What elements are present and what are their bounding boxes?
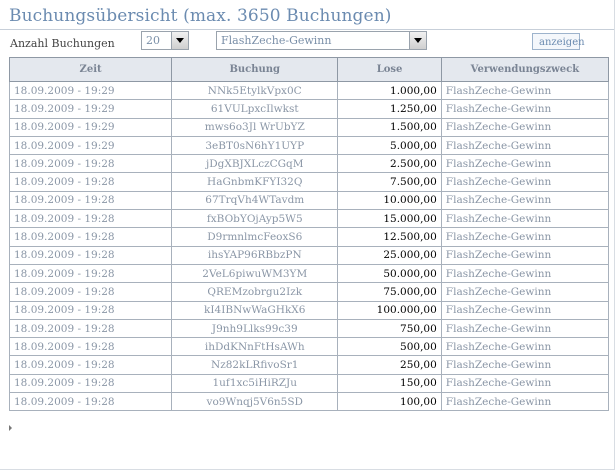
- verwendungszweck-cell: FlashZeche-Gewinn: [441, 374, 608, 392]
- lose-cell: 7.500,00: [338, 173, 441, 191]
- table-row: [10, 173, 609, 191]
- lose-cell: 250,00: [338, 356, 441, 374]
- buchung-cell: QREMzobrgu2Izk: [172, 283, 338, 301]
- verwendungszweck-cell: FlashZeche-Gewinn: [441, 319, 608, 337]
- verwendungszweck-cell: FlashZeche-Gewinn: [441, 82, 608, 100]
- buchung-cell: fxBObYOjAyp5W5: [172, 210, 338, 228]
- lose-cell: 1.250,00: [338, 100, 441, 118]
- table-row: [10, 82, 609, 100]
- buchung-cell: Nz82kLRfivoSr1: [172, 356, 338, 374]
- verwendungszweck-cell: FlashZeche-Gewinn: [441, 210, 608, 228]
- zeit-cell: 18.09.2009 - 19:28: [10, 264, 172, 282]
- verwendungszweck-cell: FlashZeche-Gewinn: [441, 100, 608, 118]
- table-header-row: [10, 58, 609, 82]
- buchung-cell: ihsYAP96RBbzPN: [172, 246, 338, 264]
- verwendungszweck-cell: FlashZeche-Gewinn: [441, 155, 608, 173]
- resize-handle-icon: [9, 425, 12, 431]
- zeit-cell: 18.09.2009 - 19:28: [10, 338, 172, 356]
- lose-cell: 15.000,00: [338, 210, 441, 228]
- chevron-down-icon[interactable]: [171, 32, 188, 49]
- verwendungszweck-cell: FlashZeche-Gewinn: [441, 191, 608, 209]
- table-row: [10, 301, 609, 319]
- buchung-cell: mws6o3Jl WrUbYZ: [172, 118, 338, 136]
- zeit-cell: 18.09.2009 - 19:28: [10, 173, 172, 191]
- table-row: [10, 191, 609, 209]
- table-row: [10, 264, 609, 282]
- table-row: [10, 374, 609, 392]
- type-select[interactable]: [216, 31, 427, 50]
- buchung-cell: J9nh9Llks99c39: [172, 319, 338, 337]
- zeit-cell: 18.09.2009 - 19:28: [10, 228, 172, 246]
- buchung-cell: kI4IBNwWaGHkX6: [172, 301, 338, 319]
- table-row: [10, 356, 609, 374]
- lose-cell: 100,00: [338, 393, 441, 411]
- count-label: Anzahl Buchungen: [10, 37, 115, 50]
- verwendungszweck-cell: FlashZeche-Gewinn: [441, 338, 608, 356]
- verwendungszweck-cell: FlashZeche-Gewinn: [441, 264, 608, 282]
- verwendungszweck-cell: FlashZeche-Gewinn: [441, 136, 608, 154]
- lose-cell: 12.500,00: [338, 228, 441, 246]
- zeit-cell: 18.09.2009 - 19:28: [10, 356, 172, 374]
- table-row: [10, 118, 609, 136]
- page-title: Buchungsübersicht (max. 3650 Buchungen): [9, 6, 392, 26]
- zeit-cell: 18.09.2009 - 19:28: [10, 246, 172, 264]
- column-header-zeit[interactable]: Zeit: [10, 58, 172, 82]
- zeit-cell: 18.09.2009 - 19:28: [10, 374, 172, 392]
- table-row: [10, 100, 609, 118]
- zeit-cell: 18.09.2009 - 19:28: [10, 393, 172, 411]
- lose-cell: 75.000,00: [338, 283, 441, 301]
- zeit-cell: 18.09.2009 - 19:29: [10, 136, 172, 154]
- title-divider: [0, 29, 614, 30]
- buchung-cell: 2VeL6piwuWM3YM: [172, 264, 338, 282]
- table-row: [10, 319, 609, 337]
- table-row: [10, 228, 609, 246]
- lose-cell: 50.000,00: [338, 264, 441, 282]
- verwendungszweck-cell: FlashZeche-Gewinn: [441, 356, 608, 374]
- verwendungszweck-cell: FlashZeche-Gewinn: [441, 228, 608, 246]
- table-row: [10, 338, 609, 356]
- verwendungszweck-cell: FlashZeche-Gewinn: [441, 283, 608, 301]
- buchung-cell: D9rmnlmcFeoxS6: [172, 228, 338, 246]
- buchung-cell: 67TrqVh4WTavdm: [172, 191, 338, 209]
- zeit-cell: 18.09.2009 - 19:28: [10, 301, 172, 319]
- lose-cell: 1.000,00: [338, 82, 441, 100]
- lose-cell: 100.000,00: [338, 301, 441, 319]
- verwendungszweck-cell: FlashZeche-Gewinn: [441, 118, 608, 136]
- buchung-cell: vo9Wnqj5V6n5SD: [172, 393, 338, 411]
- buchung-cell: NNk5EtylkVpx0C: [172, 82, 338, 100]
- buchung-cell: 3eBT0sN6hY1UYP: [172, 136, 338, 154]
- buchung-cell: 1uf1xc5iHiRZJu: [172, 374, 338, 392]
- buchung-cell: HaGnbmKFYI32Q: [172, 173, 338, 191]
- zeit-cell: 18.09.2009 - 19:28: [10, 283, 172, 301]
- buchung-cell: jDgXBJXLczCGqM: [172, 155, 338, 173]
- zeit-cell: 18.09.2009 - 19:28: [10, 210, 172, 228]
- buchung-cell: ihDdKNnFtHsAWh: [172, 338, 338, 356]
- show-button[interactable]: anzeigen: [532, 33, 580, 50]
- column-header-lose[interactable]: Lose: [338, 58, 441, 82]
- column-header-buchung[interactable]: Buchung: [172, 58, 338, 82]
- lose-cell: 750,00: [338, 319, 441, 337]
- lose-cell: 10.000,00: [338, 191, 441, 209]
- buchung-cell: 61VULpxcIlwkst: [172, 100, 338, 118]
- zeit-cell: 18.09.2009 - 19:28: [10, 319, 172, 337]
- zeit-cell: 18.09.2009 - 19:28: [10, 155, 172, 173]
- verwendungszweck-cell: FlashZeche-Gewinn: [441, 393, 608, 411]
- zeit-cell: 18.09.2009 - 19:29: [10, 118, 172, 136]
- lose-cell: 2.500,00: [338, 155, 441, 173]
- zeit-cell: 18.09.2009 - 19:29: [10, 100, 172, 118]
- table-row: [10, 393, 609, 411]
- zeit-cell: 18.09.2009 - 19:28: [10, 191, 172, 209]
- lose-cell: 500,00: [338, 338, 441, 356]
- count-select-value: 20: [146, 34, 160, 47]
- lose-cell: 5.000,00: [338, 136, 441, 154]
- table-row: [10, 283, 609, 301]
- verwendungszweck-cell: FlashZeche-Gewinn: [441, 301, 608, 319]
- lose-cell: 25.000,00: [338, 246, 441, 264]
- table-row: [10, 210, 609, 228]
- count-select[interactable]: [141, 31, 189, 50]
- verwendungszweck-cell: FlashZeche-Gewinn: [441, 246, 608, 264]
- zeit-cell: 18.09.2009 - 19:29: [10, 82, 172, 100]
- table-row: [10, 136, 609, 154]
- table-row: [10, 155, 609, 173]
- lose-cell: 1.500,00: [338, 118, 441, 136]
- table-row: [10, 246, 609, 264]
- bookings-table: [9, 57, 609, 411]
- lose-cell: 150,00: [338, 374, 441, 392]
- type-select-value: FlashZeche-Gewinn: [221, 34, 332, 47]
- verwendungszweck-cell: FlashZeche-Gewinn: [441, 173, 608, 191]
- column-header-verwendungszweck[interactable]: Verwendungszweck: [441, 58, 608, 82]
- chevron-down-icon[interactable]: [409, 32, 426, 49]
